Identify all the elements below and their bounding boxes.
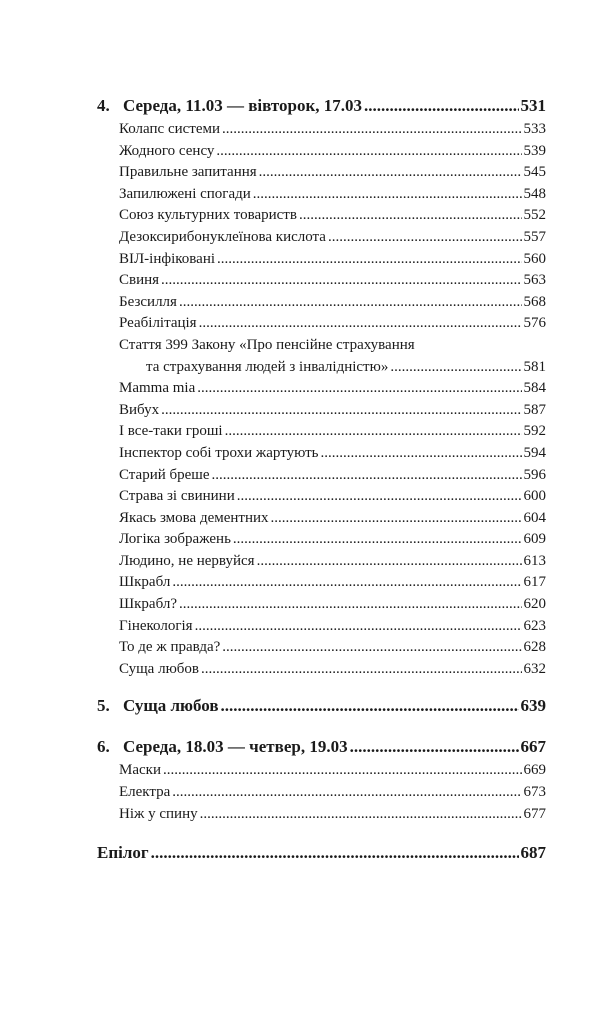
entry-title: То де ж правда?: [119, 639, 221, 656]
toc-entry: [97, 465, 546, 487]
dot-leader: [172, 572, 521, 594]
dot-leader: [172, 782, 521, 804]
dot-leader: [195, 616, 522, 638]
toc-entry: [97, 205, 546, 227]
toc-entry: [97, 227, 546, 249]
toc-entry: [97, 141, 546, 163]
dot-leader: [390, 357, 521, 379]
chapter-heading: [97, 733, 546, 760]
toc-entry: [97, 421, 546, 443]
epilogue-heading: [97, 839, 546, 866]
page-number: 568: [523, 293, 546, 310]
page-number: 594: [523, 444, 546, 461]
page-number: 613: [523, 552, 546, 569]
entry-title: Якась змова дементних: [119, 509, 269, 526]
dot-leader: [221, 692, 519, 719]
chapter-title: Середа, 11.03 — вівторок, 17.03: [123, 96, 363, 115]
dot-leader: [217, 249, 521, 271]
entry-title: Логіка зображень: [119, 531, 231, 548]
entry-title: Інспектор собі трохи жартують: [119, 444, 319, 461]
dot-leader: [199, 313, 522, 335]
page-number: 581: [523, 358, 546, 375]
page-number: 592: [523, 423, 546, 440]
page-number: 548: [523, 185, 546, 202]
chapter-number: 6.: [97, 737, 110, 757]
dot-leader: [299, 205, 522, 227]
dot-leader: [201, 659, 522, 681]
dot-leader: [151, 839, 519, 866]
toc-entry: [97, 760, 546, 782]
dot-leader: [212, 465, 522, 487]
entry-title: Ніж у спину: [119, 805, 198, 822]
toc-entry: [97, 443, 546, 465]
toc-entry: [97, 572, 546, 594]
toc-entry: [97, 313, 546, 335]
page-number: 687: [520, 843, 546, 863]
dot-leader: [237, 486, 522, 508]
entry-title: Союз культурних товариств: [119, 207, 297, 224]
toc-entry: [97, 292, 546, 314]
entry-title: Гінекологія: [119, 617, 193, 634]
page-number: 617: [523, 574, 546, 591]
page-number: 628: [523, 639, 546, 656]
page-number: 632: [523, 660, 546, 677]
entry-title: Запилюжені спогади: [119, 185, 251, 202]
page-number: 539: [523, 142, 546, 159]
epilogue-title: Епілог: [97, 843, 149, 863]
entry-title: Шкрабл?: [119, 596, 177, 613]
page-number: 563: [523, 272, 546, 289]
toc-entry: [97, 804, 546, 826]
entry-title: Електра: [119, 784, 171, 801]
entry-title: Mamma mia: [119, 380, 196, 397]
dot-leader: [179, 292, 522, 314]
page-number: 667: [520, 737, 546, 757]
dot-leader: [222, 637, 521, 659]
entry-title: Реабілітація: [119, 315, 197, 332]
entry-title: Безсилля: [119, 293, 177, 310]
toc-entry: [97, 119, 546, 141]
toc-entry: [97, 270, 546, 292]
page-number: 587: [523, 401, 546, 418]
dot-leader: [200, 804, 522, 826]
dot-leader: [271, 508, 522, 530]
page-number: 609: [523, 531, 546, 548]
dot-leader: [179, 594, 522, 616]
table-of-contents: [97, 92, 546, 866]
entry-title: Колапс системи: [119, 121, 221, 137]
page-number: 584: [523, 380, 546, 397]
page-number: 552: [523, 207, 546, 224]
page-number: 673: [523, 784, 546, 801]
entry-title: Жодного сенсу: [119, 142, 215, 159]
dot-leader: [328, 227, 522, 249]
page-number: 623: [523, 617, 546, 634]
toc-entry-continuation: [97, 357, 546, 379]
entry-title: Вибух: [119, 401, 160, 418]
dot-leader: [216, 141, 521, 163]
chapter-number: 5.: [97, 696, 110, 716]
page-number: 677: [523, 805, 546, 822]
dot-leader: [253, 184, 522, 206]
entry-title: Шкрабл: [119, 574, 171, 591]
page-number: 639: [520, 696, 546, 716]
dot-leader: [350, 733, 519, 760]
dot-leader: [257, 551, 522, 573]
toc-entry: [97, 616, 546, 638]
page-number: 620: [523, 596, 546, 613]
page-number: 545: [523, 164, 546, 181]
entry-title: Суща любов: [119, 660, 199, 677]
toc-entry: [97, 551, 546, 573]
page-number: 596: [523, 466, 546, 483]
entry-title: Дезоксирибонуклеїнова кислота: [119, 228, 326, 245]
chapter-heading: [97, 92, 546, 119]
chapter-title: Суща любов: [123, 696, 219, 716]
dot-leader: [364, 92, 518, 119]
toc-entry: [97, 486, 546, 508]
dot-leader: [161, 270, 521, 292]
chapter-title: Середа, 18.03 — четвер, 19.03: [123, 737, 348, 757]
entry-title: Старий бреше: [119, 466, 210, 483]
entry-title: Стаття 399 Закону «Про пенсійне страхування: [119, 336, 415, 353]
page-number: 560: [523, 250, 546, 267]
dot-leader: [163, 760, 522, 782]
toc-entry: [97, 782, 546, 804]
toc-entry: [97, 529, 546, 551]
toc-entry: [97, 594, 546, 616]
page-number: 576: [523, 315, 546, 332]
toc-entry: [97, 637, 546, 659]
entry-title: І все-таки гроші: [119, 423, 223, 440]
entry-title: Маски: [119, 762, 161, 779]
toc-entry: [97, 249, 546, 271]
dot-leader: [233, 529, 522, 551]
dot-leader: [259, 162, 522, 184]
entry-title: Правильне запитання: [119, 164, 257, 181]
page-number: 600: [523, 488, 546, 505]
entry-title: Страва зі свинини: [119, 488, 235, 505]
toc-entry: [97, 335, 546, 357]
toc-entry: [97, 659, 546, 681]
page-number: 557: [523, 228, 546, 245]
entry-title: та страхування людей з інвалідністю»: [146, 358, 389, 375]
dot-leader: [321, 443, 522, 465]
page-number: 669: [523, 762, 546, 779]
entry-title: Людино, не нервуйся: [119, 552, 255, 569]
toc-entry: [97, 378, 546, 400]
entry-title: ВІЛ-інфіковані: [119, 250, 216, 267]
dot-leader: [222, 119, 521, 141]
toc-entry: [97, 508, 546, 530]
page-number: 604: [523, 509, 546, 526]
chapter-heading: [97, 692, 546, 719]
toc-entry: [97, 162, 546, 184]
page-number: 533: [523, 121, 546, 137]
dot-leader: [197, 378, 521, 400]
chapter-number: 4.: [97, 96, 110, 115]
toc-entry: [97, 184, 546, 206]
entry-title: Свиня: [119, 272, 160, 289]
page-number: 531: [520, 96, 546, 115]
toc-entry: [97, 400, 546, 422]
dot-leader: [161, 400, 521, 422]
dot-leader: [225, 421, 522, 443]
